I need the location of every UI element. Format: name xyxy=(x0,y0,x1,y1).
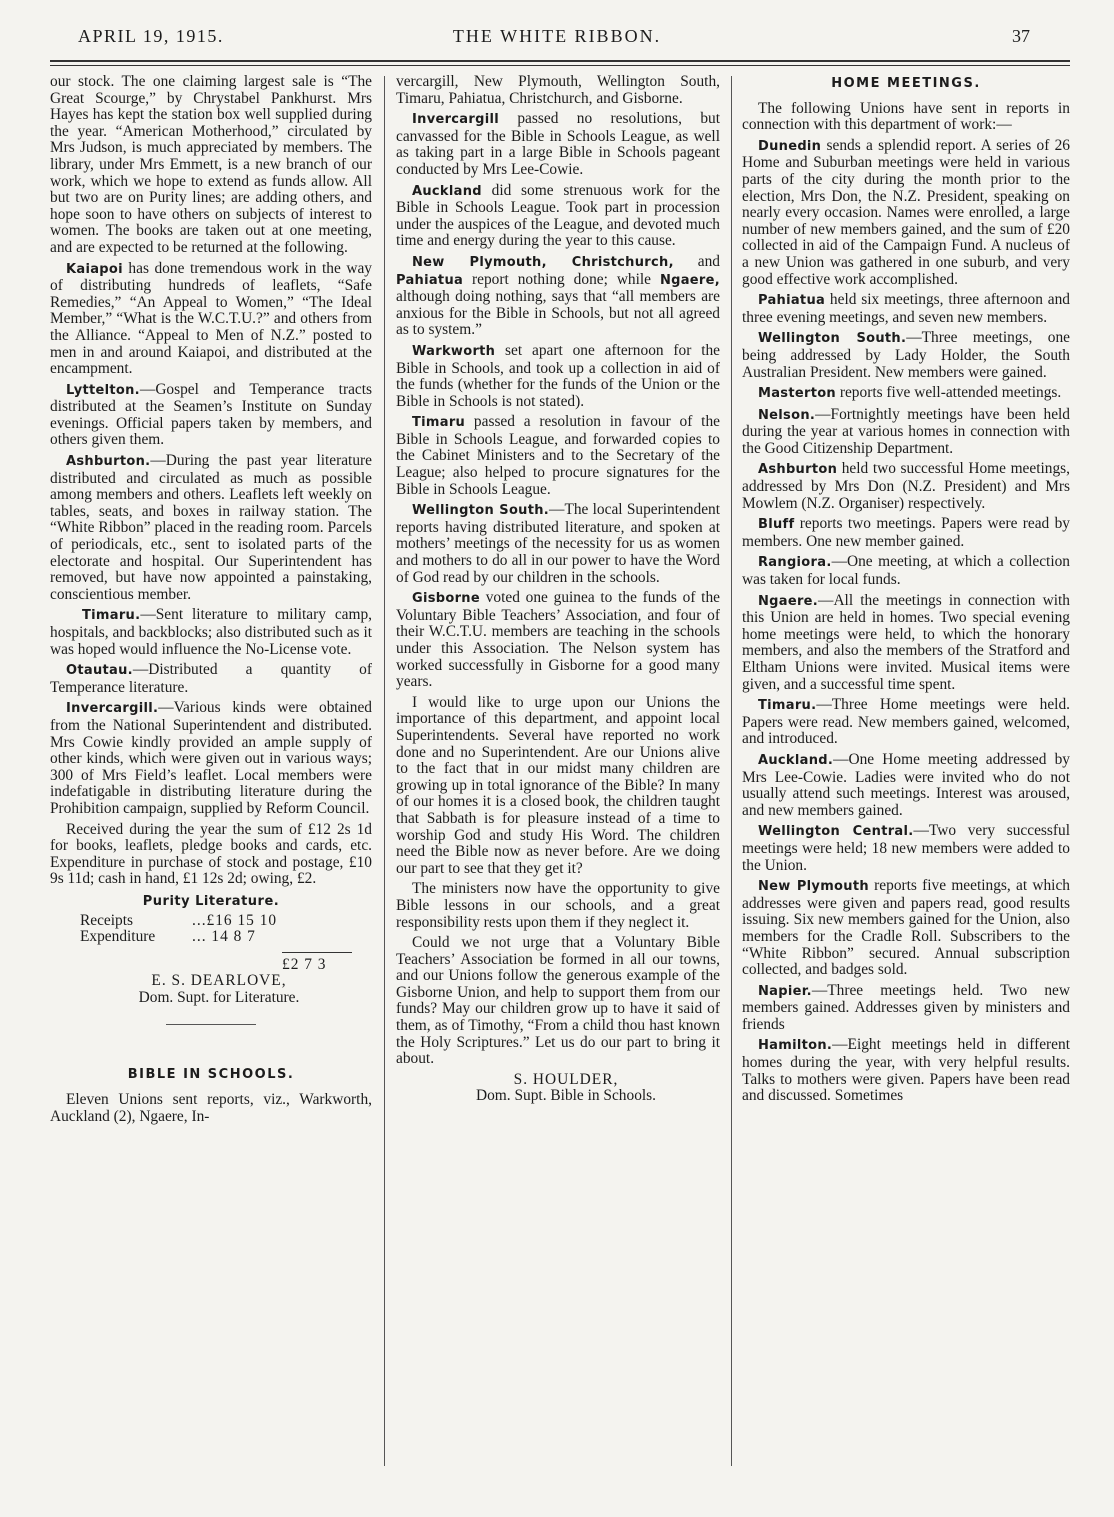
paragraph-text: reports five meetings, at which addresses were given and papers read, good results issuing. Six new members gained for the Union, also members for the Cradle Roll. Subscribers to the “White Ribbon” secured. Annual subscription collected, and badges sold. xyxy=(742,877,1070,979)
paragraph xyxy=(50,453,372,603)
union-name: New Plymouth, Christchurch, xyxy=(412,254,674,270)
union-name: Invercargill. xyxy=(66,701,159,717)
paragraph-text: —Gospel and Temperance tracts distributed at the Seamen’s Institute on Sunday evenings. Official papers taken by members, and others given them. xyxy=(50,380,372,449)
paragraph-text: —Eight meetings held in different homes during the year, with very helpful results. Talks to mothers were given. Papers have been read and discussed. Sometimes xyxy=(742,1036,1070,1105)
union-name: Auckland. xyxy=(758,752,834,768)
paragraph-text: —Two very successful meetings were held; 18 new members were added to the Union. xyxy=(742,822,1070,874)
column-right xyxy=(742,74,1070,1109)
accounts-label: Receipts xyxy=(80,911,133,929)
paragraph: The following Unions have sent in reports in connection with this department of work:— xyxy=(742,99,1070,134)
accounts-row xyxy=(80,913,350,930)
column-middle xyxy=(396,74,720,1105)
section-divider xyxy=(166,1024,256,1025)
signature-title: Dom. Supt. Bible in Schools. xyxy=(476,1087,656,1105)
paragraph xyxy=(396,590,720,691)
paragraph-text: voted one guinea to the funds of the Voluntary Bible Teachers’ Association, and four of their W.C.T.U. members are teaching in the schools under this Association. The Nelson system has worked successfully in Gisborne for a good many years. xyxy=(396,589,720,691)
union-name: Invercargill xyxy=(412,112,499,128)
paragraph xyxy=(396,254,720,339)
paragraph xyxy=(396,183,720,250)
paragraph-text: set apart one afternoon for the Bible in Schools, and took up a collection in aid of the funds (whether for the funds of the Union or the Bible in Schools is not stated). xyxy=(396,341,720,410)
union-name: Rangiora. xyxy=(758,555,832,571)
paragraph xyxy=(742,138,1070,288)
union-name: Ngaere. xyxy=(758,593,819,609)
paragraph-text: and xyxy=(673,252,720,270)
paragraph xyxy=(742,330,1070,381)
paragraph xyxy=(742,516,1070,550)
paragraph: our stock. The one claiming largest sale is “The Great Scourge,” by Chrystabel Pankhurst. Mrs Hayes has kept the station box well supplied during the year. “American Motherhood,” circulated by Mrs Judson, is much appreciated by members. The library, under Mrs Emmett, is a new branch of our work, which we hope to extend as funds allow. All but two are on Purity lines; are adding others, and hope soon to have others on subjects of interest to women. The books are taken out at one meeting, and are expected to be returned at the following. xyxy=(50,73,372,256)
page-number: 37 xyxy=(1012,26,1030,46)
issue-date: APRIL 19, 1915. xyxy=(78,26,224,46)
paragraph: The ministers now have the opportunity to give Bible lessons in our schools, and a great responsibility rests upon them if they neglect it. xyxy=(396,880,720,931)
paragraph-text: has done tremendous work in the way of distributing hundreds of leaflets, “Safe Remedies,” “An Appeal to Women,” “The Ideal Member,” “What is the W.C.T.U.?” and others from the Alliance. “Appeal to Men of N.Z.” posted to men in and around Kaiapoi, and distributed at the encampment. xyxy=(50,259,372,378)
union-name: Timaru xyxy=(412,415,466,431)
paragraph xyxy=(742,752,1070,819)
paragraph-text: —The local Superintendent reports having distributed literature, and spoken at mothers’ meetings of the necessity for us as women and mothers to do all in our power to have the Word of God read by our children in the schools. xyxy=(396,501,721,586)
union-name: Timaru. xyxy=(82,608,141,624)
paragraph xyxy=(50,662,372,696)
paragraph xyxy=(742,554,1070,588)
publication-title: THE WHITE RIBBON. xyxy=(452,26,662,46)
union-name: Ngaere, xyxy=(659,272,720,288)
paragraph-text: —During the past year literature distributed and circulated as much as possible among members and others. Leaflets left weekly on tables, seats, and boxes in railway station. The “White Ribbon” placed in the reading room. Parcels of periodicals, etc., sent to isolated parts of the electorate and hospital. Our Superintendent has removed, but have now appointed a painstaking, conscientious member. xyxy=(50,452,372,603)
union-name: Ashburton xyxy=(758,462,838,478)
paragraph xyxy=(396,111,720,178)
accounts-amount: ... 14 8 7 xyxy=(192,928,256,946)
union-name: Timaru. xyxy=(758,698,817,714)
paragraph-text: —All the meetings in connection with this Union are held in homes. Two special evening home meetings were held, to which the honorary members, and also the members of the Stratford and Eltham Unions were invited. Musical items were given, and a successful time spent. xyxy=(742,591,1070,693)
paragraph xyxy=(50,382,372,449)
union-name: Warkworth xyxy=(412,343,496,359)
paragraph-text: —Various kinds were obtained from the National Superintendent and distributed. Mrs Cowie kindly provided an ample supply of other kinds, which were given out in various ways; 300 of Mrs Field’s leaflet. Local members were indefatigable in distributing literature during the Prohibition campaign, supplied by Reform Council. xyxy=(50,699,372,817)
union-name: Wellington South. xyxy=(412,503,550,519)
paragraph: vercargill, New Plymouth, Wellington South, Timaru, Pahiatua, Christchurch, and Gisborne. xyxy=(396,73,720,107)
paragraph xyxy=(396,502,720,586)
paragraph xyxy=(50,261,372,378)
paragraph-text: passed no resolutions, but canvassed for the Bible in Schools League, as well as taking part in a large Bible in Schools pageant conducted by Mrs Lee-Cowie. xyxy=(396,110,720,178)
paragraph-text: —Distributed a quantity of Temperance literature. xyxy=(50,661,372,696)
union-name: Napier. xyxy=(758,983,812,999)
paragraph-text: held six meetings, three afternoon and three evening meetings, and seven new members. xyxy=(742,291,1070,326)
union-name: Wellington Central. xyxy=(758,824,914,840)
paragraph xyxy=(742,697,1070,748)
paragraph xyxy=(742,292,1070,326)
union-name: Kaiapoi xyxy=(66,261,123,277)
paragraph xyxy=(742,878,1070,979)
paragraph xyxy=(50,700,372,817)
union-name: Hamilton. xyxy=(758,1038,833,1054)
section-heading: BIBLE IN SCHOOLS. xyxy=(127,1067,295,1083)
paragraph xyxy=(742,593,1070,694)
signature-title: Dom. Supt. for Literature. xyxy=(138,988,300,1006)
section-subheading: Purity Literature. xyxy=(142,893,280,909)
paragraph-text: passed a resolution in favour of the Bible in Schools League, and forwarded copies to the Cabinet Ministers and to the Secretary of the League; also helped to procure signatures for the Bible in Schools League. xyxy=(396,413,720,498)
union-name: Gisborne xyxy=(412,591,480,607)
column-left xyxy=(50,74,372,1129)
union-name: New Plymouth xyxy=(758,879,869,895)
paragraph xyxy=(742,407,1070,458)
signature-name: E. S. DEARLOVE, xyxy=(151,972,287,990)
paragraph xyxy=(50,607,372,658)
header-rule-thick xyxy=(50,60,1070,62)
union-name: Lyttelton. xyxy=(66,382,140,398)
union-name: Masterton xyxy=(758,386,836,402)
union-name: Otautau. xyxy=(66,663,133,679)
paragraph-text: —Three meetings, one being addressed by Lady Holder, the South Australian President. New members were gained. xyxy=(742,329,1070,381)
paragraph xyxy=(742,823,1070,874)
paragraph: Eleven Unions sent reports, viz., Warkworth, Auckland (2), Ngaere, In- xyxy=(50,1091,372,1125)
paragraph-text: held two successful Home meetings, addressed by Mrs Don (N.Z. President) and Mrs Mowlem (N.Z. Organiser) respectively. xyxy=(742,460,1070,512)
paragraph xyxy=(742,385,1070,403)
page-header xyxy=(0,0,1114,70)
union-name: Pahiatua xyxy=(758,293,826,309)
column-divider xyxy=(731,76,732,1466)
paragraph: I would like to urge upon our Unions the importance of this department, and appoint local Superintendents. Several have reported no work done and no Superintendent. Are our Unions alive to the fact that in our midst many children are growing up in total ignorance of the Bible? In many of our homes it is a closed book, the children taught that Sabbath is for pleasure instead of a time to worship God and study His Word. The children need the Bible now as never before. Are we doing our part to see that they get it? xyxy=(396,693,720,877)
accounts-row xyxy=(80,929,350,946)
union-name: Wellington South. xyxy=(758,331,907,347)
column-divider xyxy=(384,76,385,1466)
paragraph-text: —Sent literature to military camp, hospitals, and backblocks; also distributed such as it was hoped would influence the No-License vote. xyxy=(50,606,372,658)
paragraph xyxy=(742,1037,1070,1104)
union-name: Ashburton. xyxy=(66,454,151,470)
paragraph-text: reports two meetings. Papers were read by members. One new member gained. xyxy=(742,515,1070,550)
union-name: Bluff xyxy=(758,517,795,533)
paragraph-text: —One meeting, at which a collection was taken for local funds. xyxy=(742,553,1070,589)
accounts-label: Expenditure xyxy=(80,928,156,946)
paragraph xyxy=(396,414,720,498)
paragraph-text: —Three Home meetings were held. Papers were read. New members gained, welcomed, and introduced. xyxy=(742,696,1070,748)
paragraph-text: reports five well-attended meetings. xyxy=(836,384,1062,402)
accounts-amount: ...£16 15 10 xyxy=(192,911,278,929)
signature-name: S. HOULDER, xyxy=(513,1070,619,1088)
accounts-table xyxy=(80,913,350,974)
paragraph xyxy=(396,343,720,410)
header-rule-thin xyxy=(50,65,1070,66)
paragraph-text: sends a splendid report. A series of 26 Home and Suburban meetings were held in various parts of the city during the month prior to the election, Mrs Don, the N.Z. President, speaking on nearly every occasion. Names were enrolled, a large number of new members gained, and the sum of £20 collected in aid of the Campaign Fund. A nucleus of a new Union was gathered in one suburb, and very good effective work accomplished. xyxy=(742,136,1070,288)
section-heading: HOME MEETINGS. xyxy=(831,76,981,91)
paragraph: Could we not urge that a Voluntary Bible Teachers’ Association be formed in all our towns, and our Unions follow the generous example of the Gisborne Union, and help to support them from our funds? May our children grow up to have it said of them, as of Timothy, “From a child thou hast known the Holy Scriptures.” Let us do our part to bring it about. xyxy=(396,934,720,1068)
paragraph-text: although doing nothing, says that “all members are anxious for the Bible in Schools, but not all agreed as to system.” xyxy=(396,288,720,339)
union-name: Auckland xyxy=(412,183,482,199)
paragraph xyxy=(742,461,1070,512)
union-name: Dunedin xyxy=(758,138,822,154)
union-name: Pahiatua xyxy=(396,272,464,288)
accounts-total: £2 7 3 xyxy=(282,952,352,974)
paragraph xyxy=(742,983,1070,1034)
paragraph-text: report nothing done; while xyxy=(463,270,660,288)
union-name: Nelson. xyxy=(758,407,816,423)
paragraph-text: —Three meetings held. Two new members gained. Addresses given by ministers and friends xyxy=(742,981,1070,1033)
paragraph-text: did some strenuous work for the Bible in Schools League. Took part in procession under the auspices of the League, and devoted much time and energy during the year to this cause. xyxy=(396,181,720,250)
paragraph-text: —One Home meeting addressed by Mrs Lee-Cowie. Ladies were invited who do not usually attend such meetings. Interest was aroused, and new members gained. xyxy=(742,750,1070,819)
paragraph-text: —Fortnightly meetings have been held during the year at various homes in connection with the Good Citizenship Department. xyxy=(742,405,1070,457)
paragraph: Received during the year the sum of £12 2s 1d for books, leaflets, pledge books and cards, etc. Expenditure in purchase of stock and postage, £10 9s 11d; cash in hand, £1 12s 2d; owing, £2. xyxy=(50,820,372,888)
